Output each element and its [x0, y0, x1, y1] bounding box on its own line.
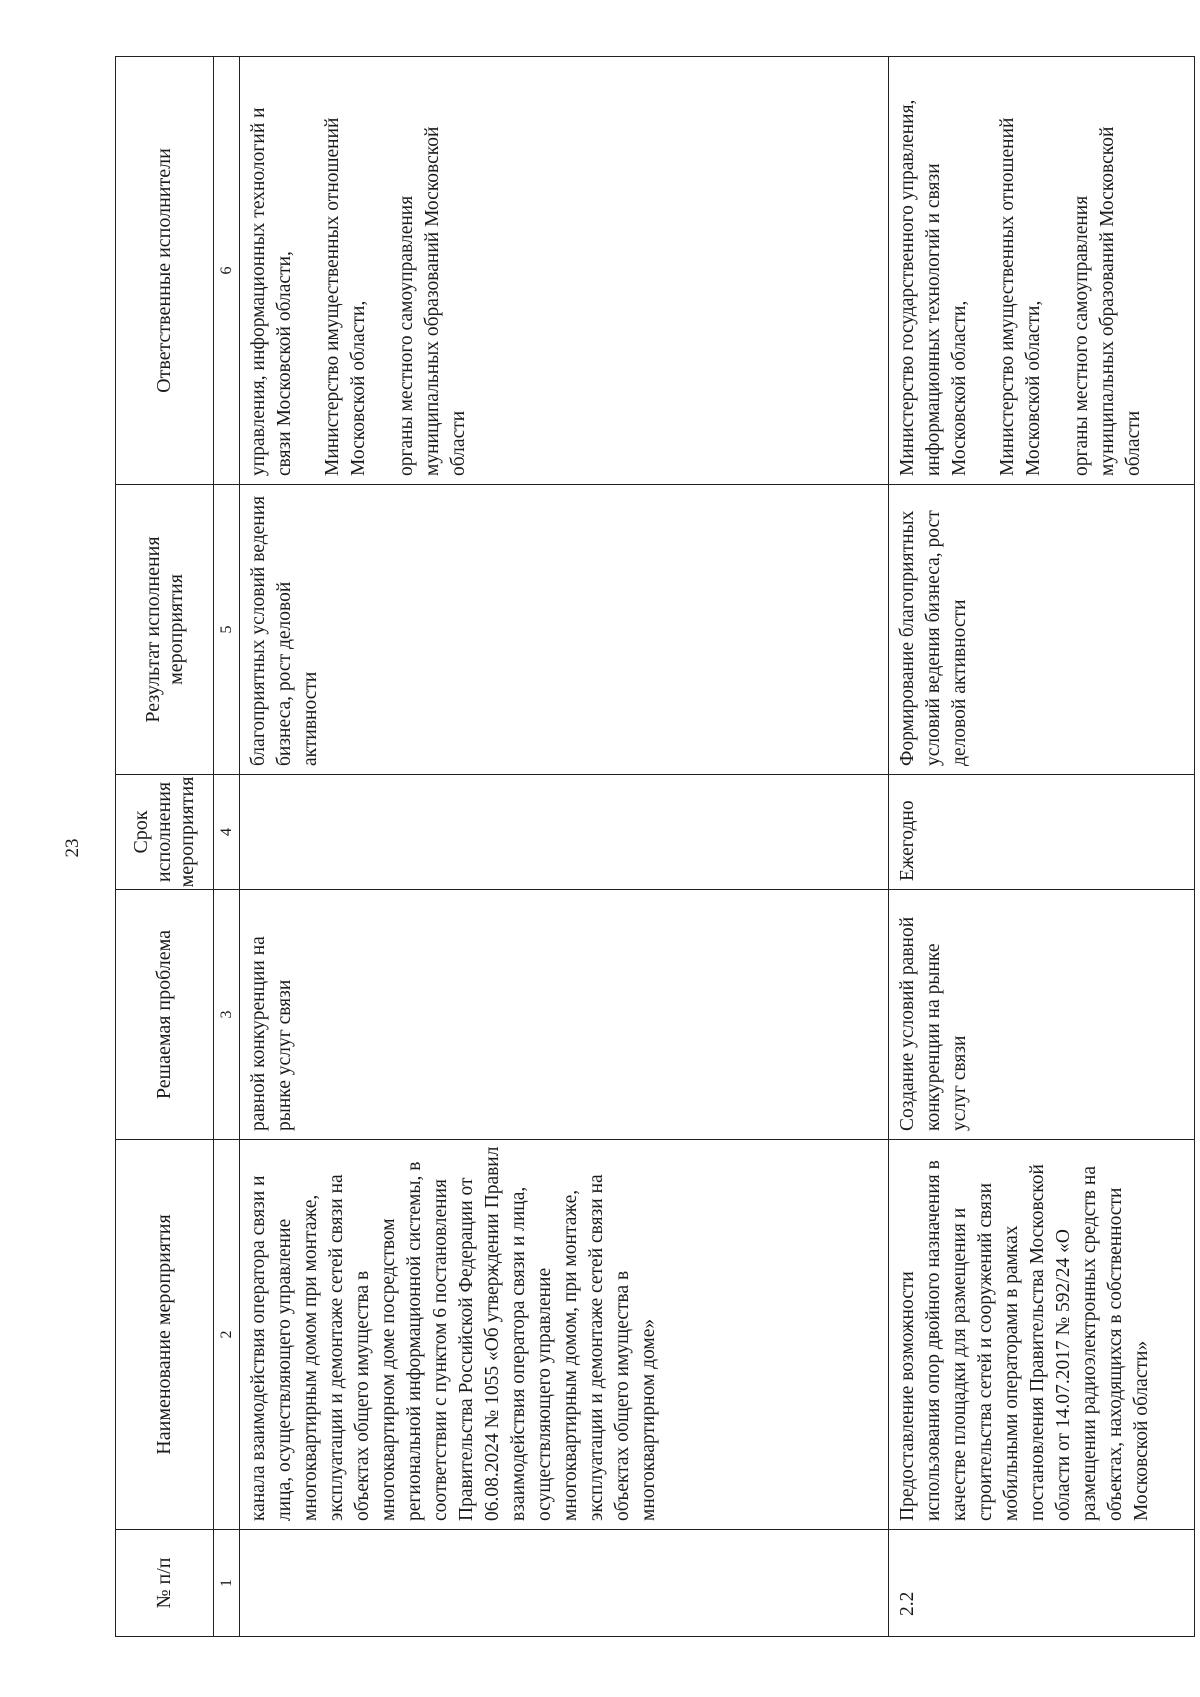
executor-text: управления, информационных технологий и связи Московской области,	[248, 107, 295, 476]
column-number: 1	[214, 1530, 240, 1637]
measure-problem: равной конкуренции на рынке услуг связи	[240, 890, 889, 1140]
measure-result: благоприятных условий ведения бизнеса, рост деловой активности	[240, 485, 889, 775]
measure-name: канала взаимодействия оператора связи и лица, осуществляющего управление многоквартирным домом при монтаже, эксплуатации и демонтаже сетей связи на объектах общего имущества в многоквартирном доме посредством региональной информационной системы, в соответствии с пунктом 6 постановления Правительства Российской Федерации от 06.08.2024 № 1055 «Об утверждении Правил взаимодействия оператора связи и лица, осуществляющего управление многоквартирным домом, при монтаже, эксплуатации и демонтаже сетей связи на объектах общего имущества в многоквартирном доме»	[240, 1140, 889, 1530]
table-row	[889, 57, 1195, 1637]
row-number	[240, 1530, 889, 1637]
measure-executors	[889, 57, 1195, 485]
executor-text: Министерство имущественных отношений Московской области,	[997, 117, 1044, 476]
column-number-row	[214, 57, 240, 1637]
executor-text: Министерство имущественных отношений Московской области,	[322, 117, 369, 476]
measure-executors	[240, 57, 889, 485]
header-name: Наименование мероприятия	[116, 1140, 214, 1530]
table-row	[240, 57, 889, 1637]
header-row	[116, 57, 214, 1637]
column-number: 6	[214, 57, 240, 485]
measure-term	[240, 775, 889, 890]
column-number: 5	[214, 485, 240, 775]
executor-text: органы местного самоуправления муниципальных образований Московской области	[1071, 126, 1144, 476]
header-problem: Решаемая проблема	[116, 890, 214, 1140]
executor-text: органы местного самоуправления муниципальных образований Московской области	[396, 126, 469, 476]
rotated-page	[115, 57, 1195, 1637]
measure-name: Предоставление возможности использования опор двойного назначения в качестве площадки для размещения и строительства сетей и сооружений связи мобильными операторами в рамках постановления Правительства Московской области от 14.07.2017 № 592/24 «О размещении радиоэлектронных средств на объектах, находящихся в собственности Московской области»	[889, 1140, 1195, 1530]
executor-text: Министерство государственного управления, информационных технологий и связи Московской области,	[897, 99, 970, 476]
header-term: Срок исполнения мероприятия	[116, 775, 214, 890]
measure-result: Формирование благоприятных условий ведения бизнеса, рост деловой активности	[889, 485, 1195, 775]
column-number: 4	[214, 775, 240, 890]
measures-table	[115, 56, 1195, 1637]
measure-term: Ежегодно	[889, 775, 1195, 890]
column-number: 2	[214, 1140, 240, 1530]
measure-problem: Создание условий равной конкуренции на рынке услуг связи	[889, 890, 1195, 1140]
header-executors: Ответственные исполнители	[116, 57, 214, 485]
header-number: № п/п	[116, 1530, 214, 1637]
page-number: 23	[62, 838, 83, 858]
header-result: Результат исполнения мероприятия	[116, 485, 214, 775]
row-number: 2.2	[889, 1530, 1195, 1637]
column-number: 3	[214, 890, 240, 1140]
